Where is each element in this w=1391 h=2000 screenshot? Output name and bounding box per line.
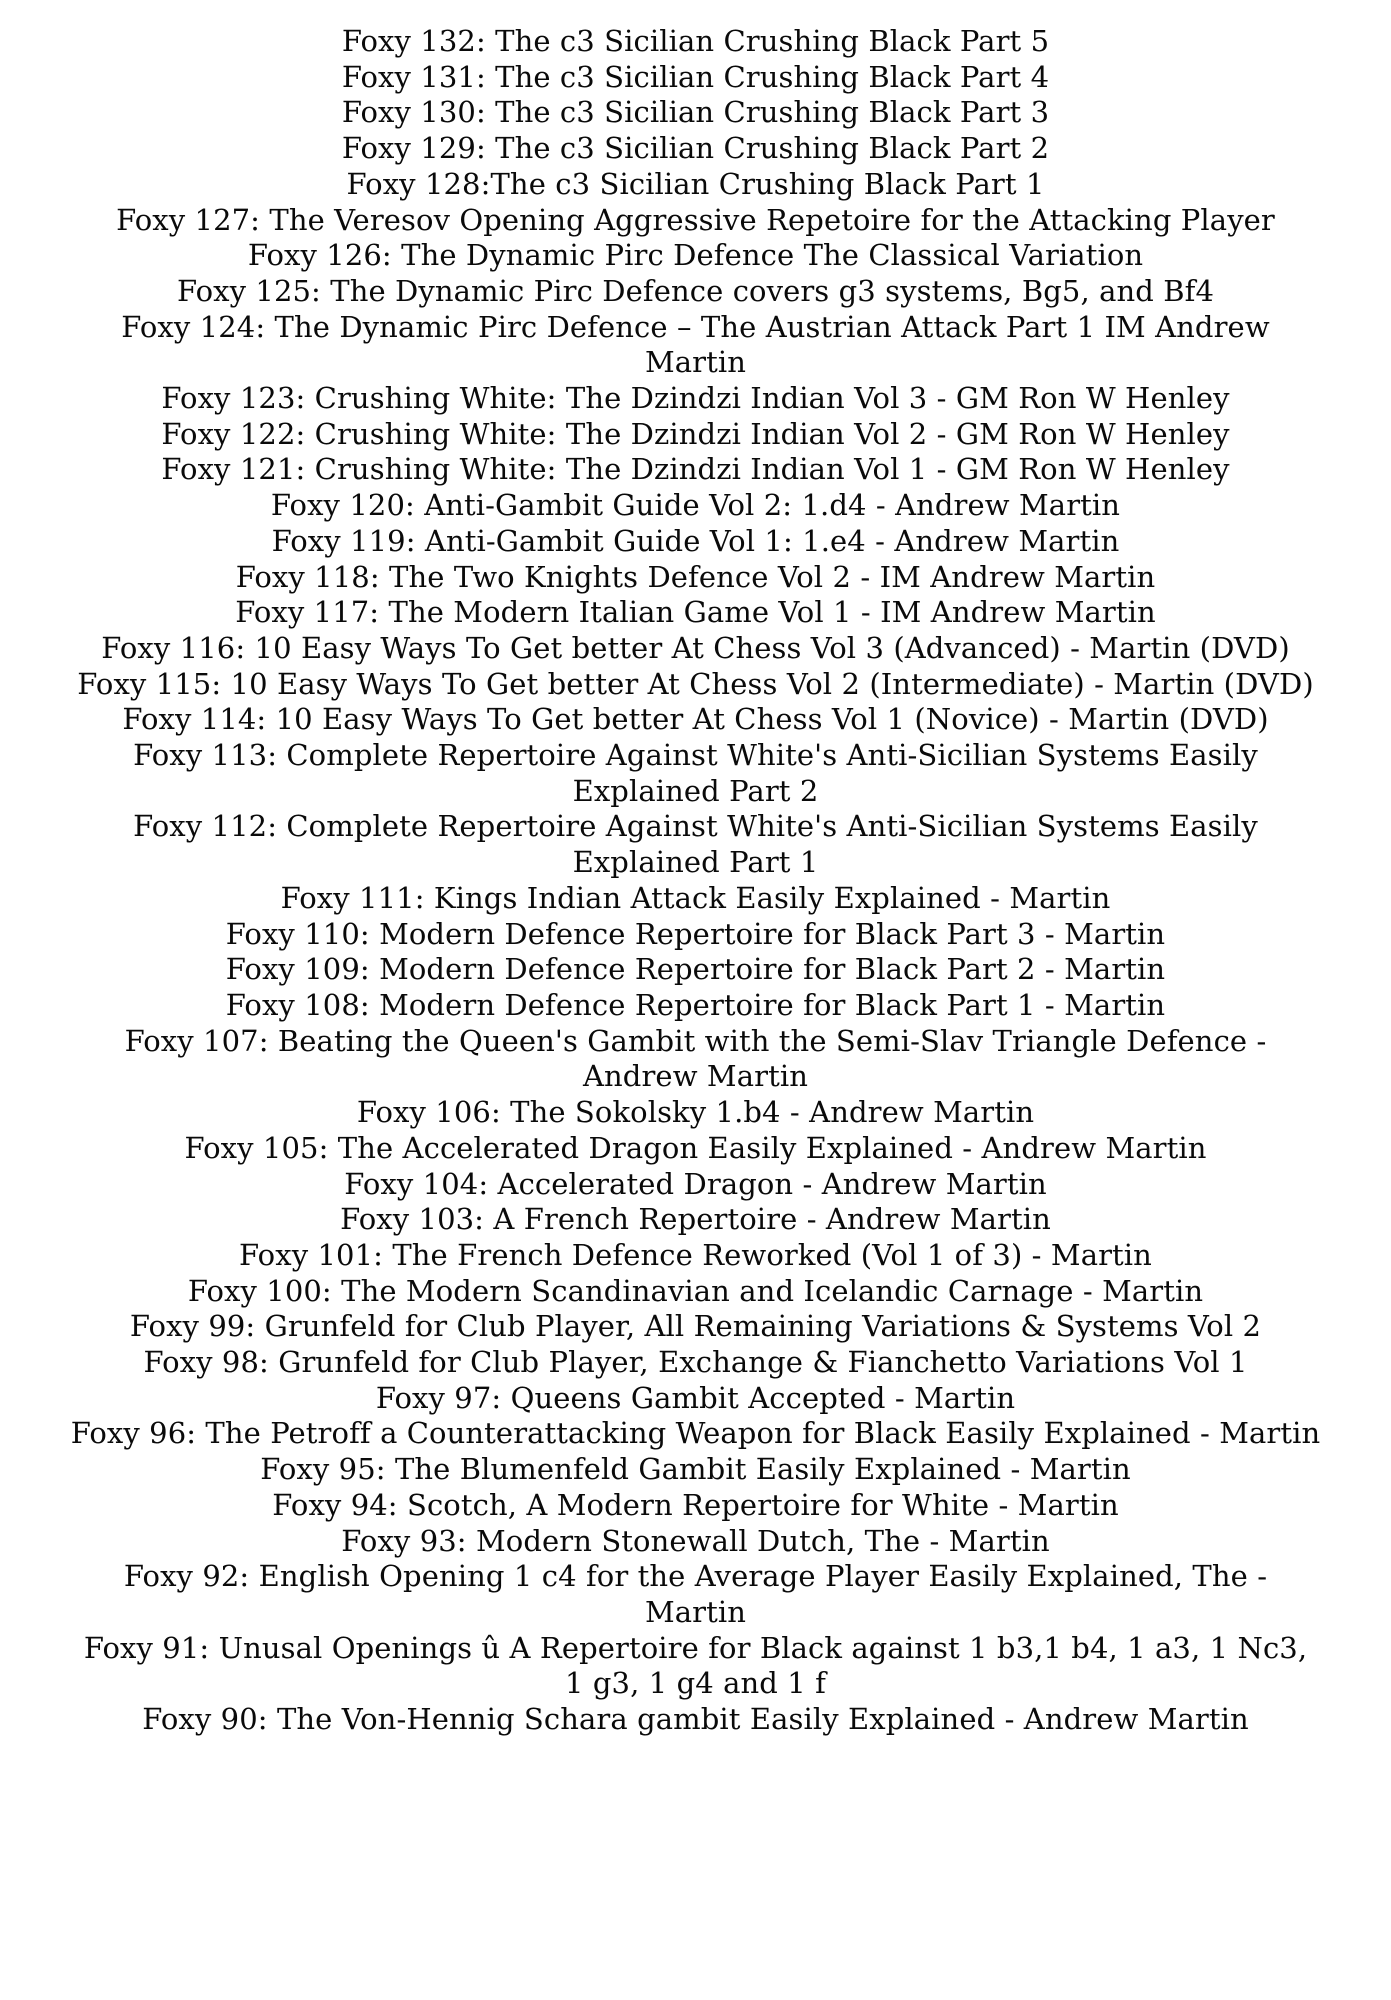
list-item: Foxy 125: The Dynamic Pirc Defence covers g3 systems, Bg5, and Bf4: [176, 273, 1215, 308]
list-item: Foxy 116: 10 Easy Ways To Get better At Chess Vol 3 (Advanced) - Martin (DVD): [101, 630, 1290, 665]
list-item: Foxy 113: Complete Repertoire Against White's Anti-Sicilian Systems Easily Explained Part 2: [133, 738, 1258, 808]
list-item: Foxy 101: The French Defence Reworked (Vol 1 of 3) - Martin: [239, 1237, 1152, 1272]
list-item: Foxy 97: Queens Gambit Accepted - Martin: [375, 1380, 1016, 1415]
list-item: Foxy 124: The Dynamic Pirc Defence – The Austrian Attack Part 1 IM Andrew Martin: [121, 309, 1270, 380]
list-item: Foxy 103: A French Repertoire - Andrew Martin: [340, 1202, 1051, 1237]
list-item: Foxy 117: The Modern Italian Game Vol 1 - IM Andrew Martin: [235, 595, 1156, 630]
list-item: Foxy 130: The c3 Sicilian Crushing Black Part 3: [341, 95, 1050, 130]
list-item: Foxy 127: The Veresov Opening Aggressive Repetoire for the Attacking Player: [116, 202, 1275, 237]
list-item: Foxy 129: The c3 Sicilian Crushing Black Part 2: [341, 131, 1050, 166]
list-item: Foxy 95: The Blumenfeld Gambit Easily Explained - Martin: [260, 1452, 1131, 1487]
list-item: Foxy 107: Beating the Queen's Gambit with the Semi-Slav Triangle Defence - Andrew Martin: [124, 1023, 1267, 1094]
list-item: Foxy 128:The c3 Sicilian Crushing Black Part 1: [346, 166, 1045, 201]
list-item: Foxy 104: Accelerated Dragon - Andrew Martin: [344, 1166, 1047, 1201]
dvd-title-list: [0, 24, 1391, 1738]
list-item: Foxy 96: The Petroff a Counterattacking Weapon for Black Easily Explained - Martin: [70, 1416, 1321, 1451]
list-item: Foxy 90: The Von-Hennig Schara gambit Easily Explained - Andrew Martin: [142, 1702, 1249, 1737]
list-item: Foxy 99: Grunfeld for Club Player, All Remaining Variations & Systems Vol 2: [129, 1309, 1262, 1344]
list-item: Foxy 131: The c3 Sicilian Crushing Black Part 4: [341, 59, 1050, 94]
list-item: Foxy 118: The Two Knights Defence Vol 2 - IM Andrew Martin: [235, 559, 1156, 594]
list-item: Foxy 106: The Sokolsky 1.b4 - Andrew Martin: [356, 1095, 1035, 1130]
list-item: Foxy 114: 10 Easy Ways To Get better At Chess Vol 1 (Novice) - Martin (DVD): [122, 702, 1269, 737]
list-item: Foxy 98: Grunfeld for Club Player, Exchange & Fianchetto Variations Vol 1: [143, 1345, 1248, 1380]
list-item: Foxy 112: Complete Repertoire Against White's Anti-Sicilian Systems Easily Explained Part 1: [133, 809, 1258, 880]
list-item: Foxy 91: Unusal Openings û A Repertoire for Black against 1 b3,1 b4, 1 a3, 1 Nc3, 1 g3, 1 g4 and 1 f: [83, 1630, 1308, 1701]
list-item: Foxy 94: Scotch, A Modern Repertoire for White - Martin: [272, 1487, 1119, 1522]
list-item: Foxy 119: Anti-Gambit Guide Vol 1: 1.e4 - Andrew Martin: [271, 523, 1120, 558]
list-item: Foxy 126: The Dynamic Pirc Defence The Classical Variation: [247, 238, 1144, 273]
list-item: Foxy 123: Crushing White: The Dzindzi Indian Vol 3 - GM Ron W Henley: [161, 381, 1230, 416]
list-item: Foxy 105: The Accelerated Dragon Easily Explained - Andrew Martin: [184, 1130, 1207, 1165]
list-item: Foxy 111: Kings Indian Attack Easily Explained - Martin: [280, 880, 1111, 915]
list-item: Foxy 100: The Modern Scandinavian and Icelandic Carnage - Martin: [187, 1273, 1204, 1308]
list-item: Foxy 121: Crushing White: The Dzindzi Indian Vol 1 - GM Ron W Henley: [161, 452, 1230, 487]
list-item: Foxy 92: English Opening 1 c4 for the Average Player Easily Explained, The - Martin: [123, 1559, 1268, 1629]
list-item: Foxy 108: Modern Defence Repertoire for Black Part 1 - Martin: [225, 987, 1166, 1022]
list-item: Foxy 93: Modern Stonewall Dutch, The - Martin: [341, 1523, 1050, 1558]
list-item: Foxy 109: Modern Defence Repertoire for Black Part 2 - Martin: [225, 952, 1166, 987]
list-item: Foxy 115: 10 Easy Ways To Get better At Chess Vol 2 (Intermediate) - Martin (DVD): [77, 666, 1314, 701]
list-item: Foxy 110: Modern Defence Repertoire for Black Part 3 - Martin: [225, 916, 1166, 951]
list-item: Foxy 132: The c3 Sicilian Crushing Black Part 5: [341, 24, 1050, 58]
list-item: Foxy 122: Crushing White: The Dzindzi Indian Vol 2 - GM Ron W Henley: [161, 416, 1230, 451]
list-item: Foxy 120: Anti-Gambit Guide Vol 2: 1.d4 - Andrew Martin: [270, 488, 1121, 523]
